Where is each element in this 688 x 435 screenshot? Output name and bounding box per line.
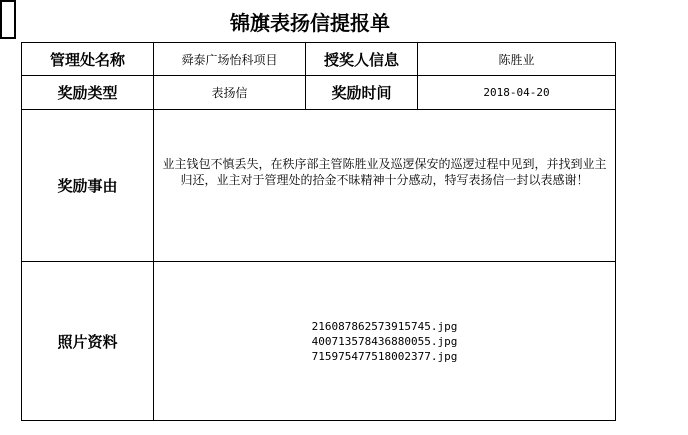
award-form-table [21,42,616,421]
row-reason [22,110,616,262]
photo-file-name: 715975477518002377.jpg [311,349,458,363]
award-reason-cell[interactable] [154,110,616,262]
photo-file-list [154,319,615,364]
office-name-label: 管理处名称 [22,43,154,76]
selected-cell-marker[interactable] [0,0,16,39]
award-type-label: 奖励类型 [22,76,154,110]
awardee-info-value[interactable]: 陈胜业 [418,43,616,76]
photo-materials-label: 照片资料 [22,262,154,421]
photo-file-name: 216087862573915745.jpg [311,319,458,333]
photo-file-name: 400713578436880055.jpg [311,334,458,348]
form-title: 锦旗表扬信提报单 [230,11,390,35]
award-reason-label: 奖励事由 [22,110,154,262]
award-type-value[interactable]: 表扬信 [154,76,306,110]
award-time-label: 奖励时间 [306,76,418,110]
row-office [22,43,616,76]
office-name-value[interactable]: 舜泰广场怡科项目 [154,43,306,76]
award-reason-text: 业主钱包不慎丢失，在秩序部主管陈胜业及巡逻保安的巡逻过程中见到，并找到业主归还，业主对于管理处的拾金不昧精神十分感动，特写表扬信一封以表感谢！ [162,156,607,187]
awardee-info-label: 授奖人信息 [306,43,418,76]
row-type [22,76,616,110]
photo-files-cell[interactable] [154,262,616,421]
award-time-value[interactable]: 2018-04-20 [418,76,616,110]
row-photos [22,262,616,421]
